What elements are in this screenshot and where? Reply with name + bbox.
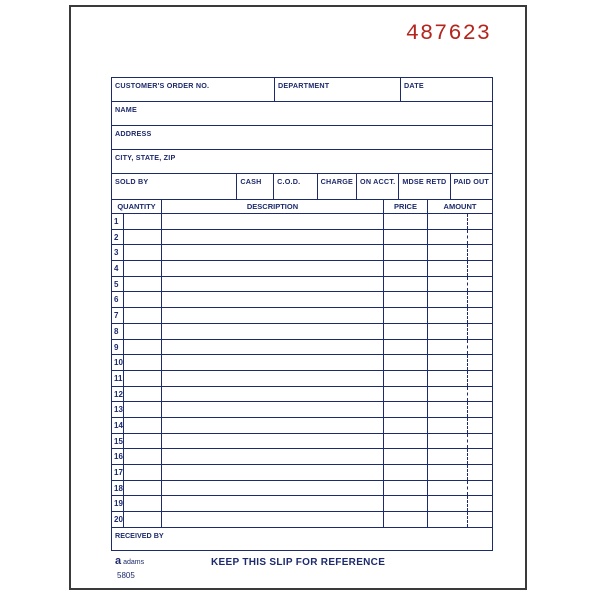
quantity-cell[interactable] bbox=[124, 465, 162, 480]
row-number: 10 bbox=[112, 355, 124, 370]
amount-dollars-cell[interactable] bbox=[428, 340, 468, 355]
price-cell[interactable] bbox=[384, 355, 428, 370]
table-row bbox=[112, 371, 492, 387]
description-cell[interactable] bbox=[162, 308, 384, 323]
description-cell[interactable] bbox=[162, 245, 384, 260]
brand-mark-icon: a bbox=[115, 555, 122, 567]
price-cell[interactable] bbox=[384, 387, 428, 402]
line-items bbox=[112, 214, 492, 528]
quantity-cell[interactable] bbox=[124, 324, 162, 339]
price-cell[interactable] bbox=[384, 418, 428, 433]
quantity-cell[interactable] bbox=[124, 340, 162, 355]
brand-name: adams bbox=[123, 559, 145, 566]
description-cell[interactable] bbox=[162, 387, 384, 402]
amount-dollars-cell[interactable] bbox=[428, 449, 468, 464]
name-row bbox=[112, 102, 492, 126]
address-row bbox=[112, 126, 492, 150]
received-by-field[interactable]: RECEIVED BY bbox=[115, 530, 164, 540]
paid-out-field[interactable]: PAID OUT bbox=[453, 177, 489, 186]
amount-dollars-cell[interactable] bbox=[428, 261, 468, 276]
model-number: 5805 bbox=[117, 571, 135, 580]
quantity-cell[interactable] bbox=[124, 481, 162, 496]
price-cell[interactable] bbox=[384, 481, 428, 496]
price-cell[interactable] bbox=[384, 214, 428, 229]
quantity-cell[interactable] bbox=[124, 261, 162, 276]
price-cell[interactable] bbox=[384, 402, 428, 417]
price-cell[interactable] bbox=[384, 340, 428, 355]
table-row bbox=[112, 402, 492, 418]
amount-cents-cell[interactable] bbox=[468, 245, 492, 260]
amount-cents-cell[interactable] bbox=[468, 292, 492, 307]
address-field[interactable]: ADDRESS bbox=[115, 129, 152, 138]
description-cell[interactable] bbox=[162, 277, 384, 292]
quantity-cell[interactable] bbox=[124, 214, 162, 229]
table-row bbox=[112, 308, 492, 324]
row-number: 4 bbox=[112, 261, 124, 276]
price-cell[interactable] bbox=[384, 465, 428, 480]
row-number: 15 bbox=[112, 434, 124, 449]
amount-cents-cell[interactable] bbox=[468, 324, 492, 339]
row-number: 3 bbox=[112, 245, 124, 260]
table-row bbox=[112, 261, 492, 277]
footer bbox=[111, 555, 493, 585]
description-cell[interactable] bbox=[162, 449, 384, 464]
price-cell[interactable] bbox=[384, 324, 428, 339]
description-cell[interactable] bbox=[162, 230, 384, 245]
amount-dollars-cell[interactable] bbox=[428, 230, 468, 245]
description-cell[interactable] bbox=[162, 512, 384, 527]
amount-dollars-cell[interactable] bbox=[428, 434, 468, 449]
description-cell[interactable] bbox=[162, 324, 384, 339]
table-row bbox=[112, 230, 492, 246]
amount-cents-cell[interactable] bbox=[468, 449, 492, 464]
table-row bbox=[112, 324, 492, 340]
keep-slip-notice: KEEP THIS SLIP FOR REFERENCE bbox=[211, 557, 386, 568]
quantity-cell[interactable] bbox=[124, 230, 162, 245]
row-number: 6 bbox=[112, 292, 124, 307]
row-number: 9 bbox=[112, 340, 124, 355]
quantity-cell[interactable] bbox=[124, 418, 162, 433]
sales-slip-sheet bbox=[69, 5, 527, 590]
cod-field[interactable]: C.O.D. bbox=[274, 174, 318, 199]
serial-number: 487623 bbox=[405, 21, 491, 46]
price-cell[interactable] bbox=[384, 449, 428, 464]
amount-dollars-cell[interactable] bbox=[428, 496, 468, 511]
quantity-cell[interactable] bbox=[124, 371, 162, 386]
price-cell[interactable] bbox=[384, 371, 428, 386]
description-cell[interactable] bbox=[162, 496, 384, 511]
description-cell[interactable] bbox=[162, 261, 384, 276]
quantity-cell[interactable] bbox=[124, 245, 162, 260]
row-number: 19 bbox=[112, 496, 124, 511]
table-row bbox=[112, 277, 492, 293]
amount-dollars-cell[interactable] bbox=[428, 465, 468, 480]
amount-dollars-cell[interactable] bbox=[428, 402, 468, 417]
amount-dollars-cell[interactable] bbox=[428, 481, 468, 496]
row-number: 1 bbox=[112, 214, 124, 229]
amount-cents-cell[interactable] bbox=[468, 371, 492, 386]
description-cell[interactable] bbox=[162, 402, 384, 417]
quantity-cell[interactable] bbox=[124, 355, 162, 370]
quantity-cell[interactable] bbox=[124, 402, 162, 417]
table-row bbox=[112, 481, 492, 497]
sales-form bbox=[111, 77, 493, 551]
row-number: 2 bbox=[112, 230, 124, 245]
mdse-retd-field[interactable]: MDSE RETD bbox=[399, 174, 450, 199]
description-cell[interactable] bbox=[162, 465, 384, 480]
table-row bbox=[112, 496, 492, 512]
city-row bbox=[112, 150, 492, 174]
amount-cents-cell[interactable] bbox=[468, 355, 492, 370]
brand-logo bbox=[115, 555, 144, 567]
amount-cents-cell[interactable] bbox=[468, 214, 492, 229]
amount-dollars-cell[interactable] bbox=[428, 277, 468, 292]
amount-cents-cell[interactable] bbox=[468, 465, 492, 480]
quantity-cell[interactable] bbox=[124, 512, 162, 527]
quantity-cell[interactable] bbox=[124, 308, 162, 323]
on-acct-field[interactable]: ON ACCT. bbox=[357, 174, 399, 199]
quantity-header: QUANTITY bbox=[112, 200, 162, 213]
table-row bbox=[112, 292, 492, 308]
row-number: 13 bbox=[112, 402, 124, 417]
table-row bbox=[112, 512, 492, 528]
table-row bbox=[112, 214, 492, 230]
row-number: 17 bbox=[112, 465, 124, 480]
amount-dollars-cell[interactable] bbox=[428, 214, 468, 229]
quantity-cell[interactable] bbox=[124, 387, 162, 402]
table-row bbox=[112, 418, 492, 434]
price-cell[interactable] bbox=[384, 292, 428, 307]
description-cell[interactable] bbox=[162, 371, 384, 386]
city-state-zip-field[interactable]: CITY, STATE, ZIP bbox=[115, 153, 176, 162]
charge-field[interactable]: CHARGE bbox=[318, 174, 357, 199]
amount-dollars-cell[interactable] bbox=[428, 324, 468, 339]
description-cell[interactable] bbox=[162, 292, 384, 307]
amount-cents-cell[interactable] bbox=[468, 340, 492, 355]
date-field[interactable]: DATE bbox=[404, 81, 424, 90]
amount-dollars-cell[interactable] bbox=[428, 371, 468, 386]
row-number: 11 bbox=[112, 371, 124, 386]
description-cell[interactable] bbox=[162, 214, 384, 229]
row-number: 12 bbox=[112, 387, 124, 402]
amount-dollars-cell[interactable] bbox=[428, 245, 468, 260]
description-cell[interactable] bbox=[162, 418, 384, 433]
price-cell[interactable] bbox=[384, 496, 428, 511]
amount-dollars-cell[interactable] bbox=[428, 387, 468, 402]
row-number: 8 bbox=[112, 324, 124, 339]
description-cell[interactable] bbox=[162, 340, 384, 355]
row-number: 20 bbox=[112, 512, 124, 527]
amount-dollars-cell[interactable] bbox=[428, 292, 468, 307]
amount-cents-cell[interactable] bbox=[468, 496, 492, 511]
price-cell[interactable] bbox=[384, 230, 428, 245]
amount-header: AMOUNT bbox=[443, 202, 477, 211]
amount-cents-cell[interactable] bbox=[468, 434, 492, 449]
price-header: PRICE bbox=[384, 200, 428, 213]
price-cell[interactable] bbox=[384, 261, 428, 276]
amount-cents-cell[interactable] bbox=[468, 277, 492, 292]
table-row bbox=[112, 465, 492, 481]
order-row bbox=[112, 78, 492, 102]
amount-cents-cell[interactable] bbox=[468, 481, 492, 496]
row-number: 14 bbox=[112, 418, 124, 433]
table-row bbox=[112, 340, 492, 356]
customers-order-no-field[interactable]: CUSTOMER'S ORDER NO. bbox=[112, 78, 275, 101]
table-row bbox=[112, 449, 492, 465]
row-number: 7 bbox=[112, 308, 124, 323]
table-row bbox=[112, 387, 492, 403]
description-cell[interactable] bbox=[162, 434, 384, 449]
price-cell[interactable] bbox=[384, 245, 428, 260]
sold-by-row bbox=[112, 174, 492, 200]
amount-cents-cell[interactable] bbox=[468, 512, 492, 527]
quantity-cell[interactable] bbox=[124, 292, 162, 307]
amount-dollars-cell[interactable] bbox=[428, 512, 468, 527]
name-field[interactable]: NAME bbox=[115, 105, 137, 114]
amount-cents-cell[interactable] bbox=[468, 402, 492, 417]
row-number: 16 bbox=[112, 449, 124, 464]
description-cell[interactable] bbox=[162, 355, 384, 370]
table-row bbox=[112, 355, 492, 371]
amount-dollars-cell[interactable] bbox=[428, 355, 468, 370]
price-cell[interactable] bbox=[384, 277, 428, 292]
cash-field[interactable]: CASH bbox=[237, 174, 274, 199]
amount-cents-cell[interactable] bbox=[468, 308, 492, 323]
amount-dollars-cell[interactable] bbox=[428, 308, 468, 323]
table-row bbox=[112, 434, 492, 450]
description-cell[interactable] bbox=[162, 481, 384, 496]
row-number: 5 bbox=[112, 277, 124, 292]
price-cell[interactable] bbox=[384, 512, 428, 527]
table-row bbox=[112, 245, 492, 261]
quantity-cell[interactable] bbox=[124, 449, 162, 464]
amount-cents-cell[interactable] bbox=[468, 387, 492, 402]
amount-dollars-cell[interactable] bbox=[428, 418, 468, 433]
price-cell[interactable] bbox=[384, 434, 428, 449]
description-header: DESCRIPTION bbox=[162, 200, 384, 213]
quantity-cell[interactable] bbox=[124, 496, 162, 511]
price-cell[interactable] bbox=[384, 308, 428, 323]
sold-by-field[interactable]: SOLD BY bbox=[112, 174, 237, 199]
quantity-cell[interactable] bbox=[124, 277, 162, 292]
department-field[interactable]: DEPARTMENT bbox=[275, 78, 401, 101]
row-number: 18 bbox=[112, 481, 124, 496]
table-header bbox=[112, 200, 492, 214]
quantity-cell[interactable] bbox=[124, 434, 162, 449]
amount-cents-cell[interactable] bbox=[468, 418, 492, 433]
amount-cents-cell[interactable] bbox=[468, 261, 492, 276]
amount-cents-cell[interactable] bbox=[468, 230, 492, 245]
